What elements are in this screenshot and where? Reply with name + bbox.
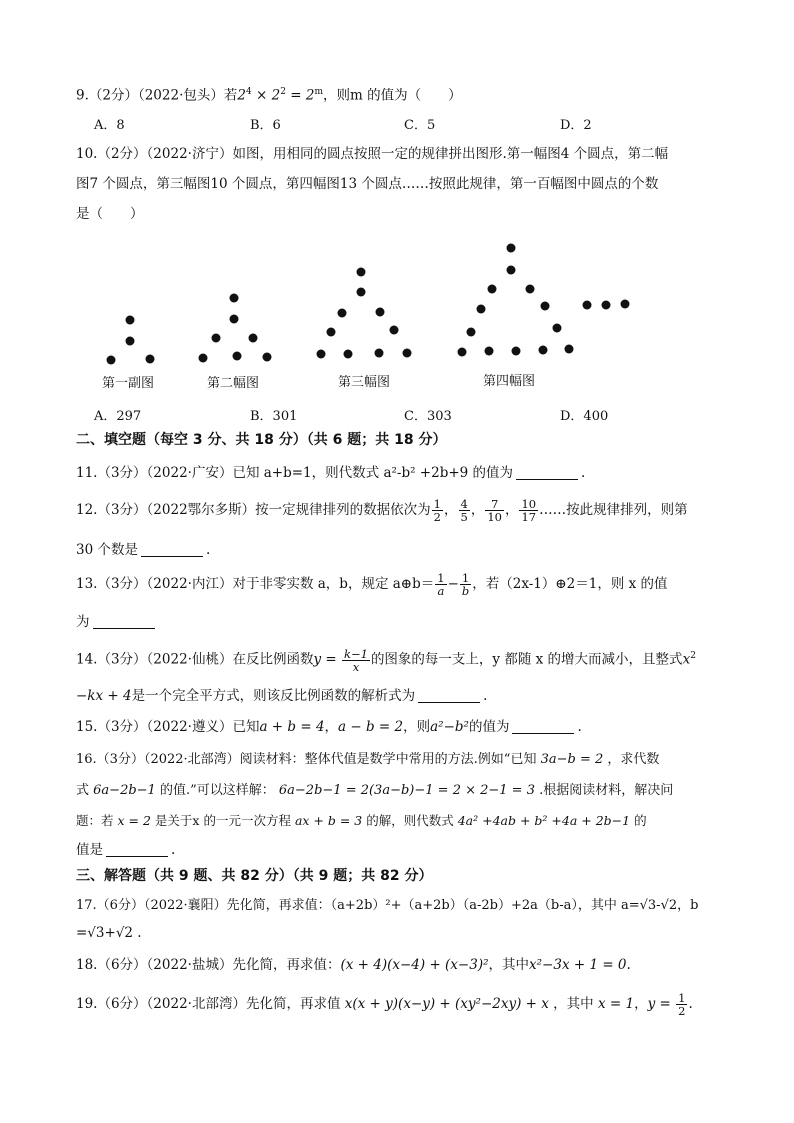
fraction: $\frac{1}{a}$	[437, 571, 445, 598]
ellipsis-dot	[602, 301, 611, 310]
dot	[458, 348, 467, 357]
q10-option-c: C．303	[404, 409, 452, 424]
dot	[317, 350, 326, 359]
dot	[507, 266, 516, 275]
dot	[553, 324, 562, 333]
dot	[390, 326, 399, 335]
fraction: $\frac{1}{2}$	[433, 497, 441, 524]
q9-option-b: B．6	[250, 118, 281, 133]
question-16-line3: 题：若 x = 2 是关于x 的一元一次方程 ax + b = 3 的解，则代数式 4a² +4ab + b² +4a + 2b−1 的	[76, 813, 647, 828]
question-16-line4: 值是 .	[76, 842, 176, 858]
q10-option-b: B．301	[250, 409, 298, 424]
dot	[233, 352, 242, 361]
dot	[357, 288, 366, 297]
dot	[375, 349, 384, 358]
answer-blank	[516, 465, 578, 480]
dot	[376, 308, 385, 317]
dot	[357, 268, 366, 277]
question-10-line1: 10.（2分）（2022·济宁）如图，用相同的圆点按照一定的规律拼出图形.第一幅图4 个圆点，第二幅	[76, 146, 669, 162]
figure-label-2: 第二幅图	[207, 376, 260, 391]
answer-blank	[418, 688, 480, 703]
question-12-line2: 30 个数是 .	[76, 542, 211, 558]
question-18: 18.（6分）（2022·盐城）先化简，再求值：(x + 4)(x−4) + (x−3)²，其中x²−3x + 1 = 0.	[76, 957, 631, 973]
answer-blank	[93, 614, 155, 629]
dot	[488, 285, 497, 294]
answer-blank	[106, 842, 168, 857]
answer-blank	[141, 542, 203, 557]
question-12: 12.（3分）（2022鄂尔多斯）按一定规律排列的数据依次为 $\frac{1}{2}$ ， $\frac{4}{5}$ ， $\frac{7}{10}$ ， $\frac{10}{17}$ ……按此规律排列，则第	[76, 497, 688, 524]
figure-label-3: 第三幅图	[338, 375, 391, 390]
dot	[126, 337, 135, 346]
dot	[249, 334, 258, 343]
dot	[477, 305, 486, 314]
question-13: 13.（3分）（2022·内江）对于非零实数 a，b，规定 a⊕b＝ $\frac{1}{a}$ − $\frac{1}{b}$ ，若（2x-1）⊕2＝1，则 x 的值	[76, 571, 668, 598]
answer-blank	[512, 719, 574, 734]
question-14: 14.（3分）（2022·仙桃）在反比例函数y = $\frac{k-1}{x}$ 的图象的每一支上，y 都随 x 的增大而减小，且整式$x^2$	[76, 646, 696, 674]
fraction: $\frac{1}{2}$	[678, 991, 686, 1018]
q9-option-d: D．2	[560, 118, 592, 133]
section-2-heading: 二、填空题（每空 3 分、共 18 分）（共 6 题；共 18 分）	[76, 432, 447, 448]
question-19: 19.（6分）（2022·北部湾）先化简，再求值 x(x + y)(x−y) + (xy²−2xy) + x ，其中 x = 1，y = $\frac{1}{2}$ .	[76, 991, 693, 1018]
question-16-line1: 16.（3分）（2022·北部湾）阅读材料：整体代值是数学中常用的方法.例如“已知 3a−b = 2 ，求代数	[76, 752, 660, 767]
question-13-line2: 为	[76, 612, 158, 632]
question-9: 9.（2分）（2022·包头）若$2^4 \times 2^2 = 2^m$，则m 的值为（ ）	[76, 87, 462, 104]
figure-label-1: 第一副图	[102, 376, 155, 391]
fraction: $\frac{1}{b}$	[461, 571, 470, 598]
fraction: $\frac{4}{5}$	[460, 497, 468, 524]
q10-option-a: A．297	[94, 409, 142, 424]
ellipsis-dot	[621, 300, 630, 309]
question-14-line2: −kx + 4是一个完全平方式，则该反比例函数的解析式为 .	[76, 688, 488, 704]
ellipsis-dot	[583, 301, 592, 310]
dot	[403, 349, 412, 358]
question-10-line2: 图7 个圆点，第三幅图10 个圆点，第四幅图13 个圆点……按照此规律，第一百幅图中圆点的个数	[76, 176, 659, 192]
dot	[107, 356, 116, 365]
dot	[565, 345, 574, 354]
q9-option-c: C．5	[404, 118, 436, 133]
dot	[230, 315, 239, 324]
section-3-heading: 三、解答题（共 9 题、共 82 分）（共 9 题；共 82 分）	[76, 868, 433, 884]
question-10-line3: 是（ ）	[76, 206, 144, 222]
dot	[338, 309, 347, 318]
dot	[539, 346, 548, 355]
fraction: $\frac{10}{17}$	[521, 497, 537, 524]
question-11: 11.（3分）（2022·广安）已知 a+b=1，则代数式 a²-b² +2b+9 的值为 .	[76, 465, 586, 481]
dot	[485, 347, 494, 356]
dot	[263, 353, 272, 362]
dot	[230, 294, 239, 303]
dot	[512, 347, 521, 356]
dot	[212, 334, 221, 343]
dot	[126, 316, 135, 325]
dot	[199, 354, 208, 363]
fraction: $\frac{k-1}{x}$	[344, 646, 368, 674]
dot	[327, 328, 336, 337]
dot	[507, 244, 516, 253]
q9-option-a: A．8	[94, 118, 125, 133]
question-15: 15.（3分）（2022·遵义）已知a + b = 4，a − b = 2，则a²−b²的值为 .	[76, 719, 582, 735]
dot	[541, 302, 550, 311]
question-17-line1: 17.（6分）（2022·襄阳）先化简，再求值：（a+2b）²+（a+2b）（a-2b）+2a（b-a），其中 a=√3-√2，b	[76, 898, 699, 913]
dot	[344, 350, 353, 359]
dot	[526, 285, 535, 294]
figure-label-4: 第四幅图	[483, 374, 536, 389]
q10-option-d: D．400	[560, 409, 609, 424]
question-16-line2: 式 6a−2b−1 的值.”可以这样解： 6a−2b−1 = 2(3a−b)−1 = 2 × 2−1 = 3 .根据阅读材料，解决问	[76, 783, 674, 798]
question-17-line2: =√3+√2 .	[76, 925, 142, 941]
dot	[146, 355, 155, 364]
fraction: $\frac{7}{10}$	[487, 497, 502, 524]
dot	[467, 328, 476, 337]
